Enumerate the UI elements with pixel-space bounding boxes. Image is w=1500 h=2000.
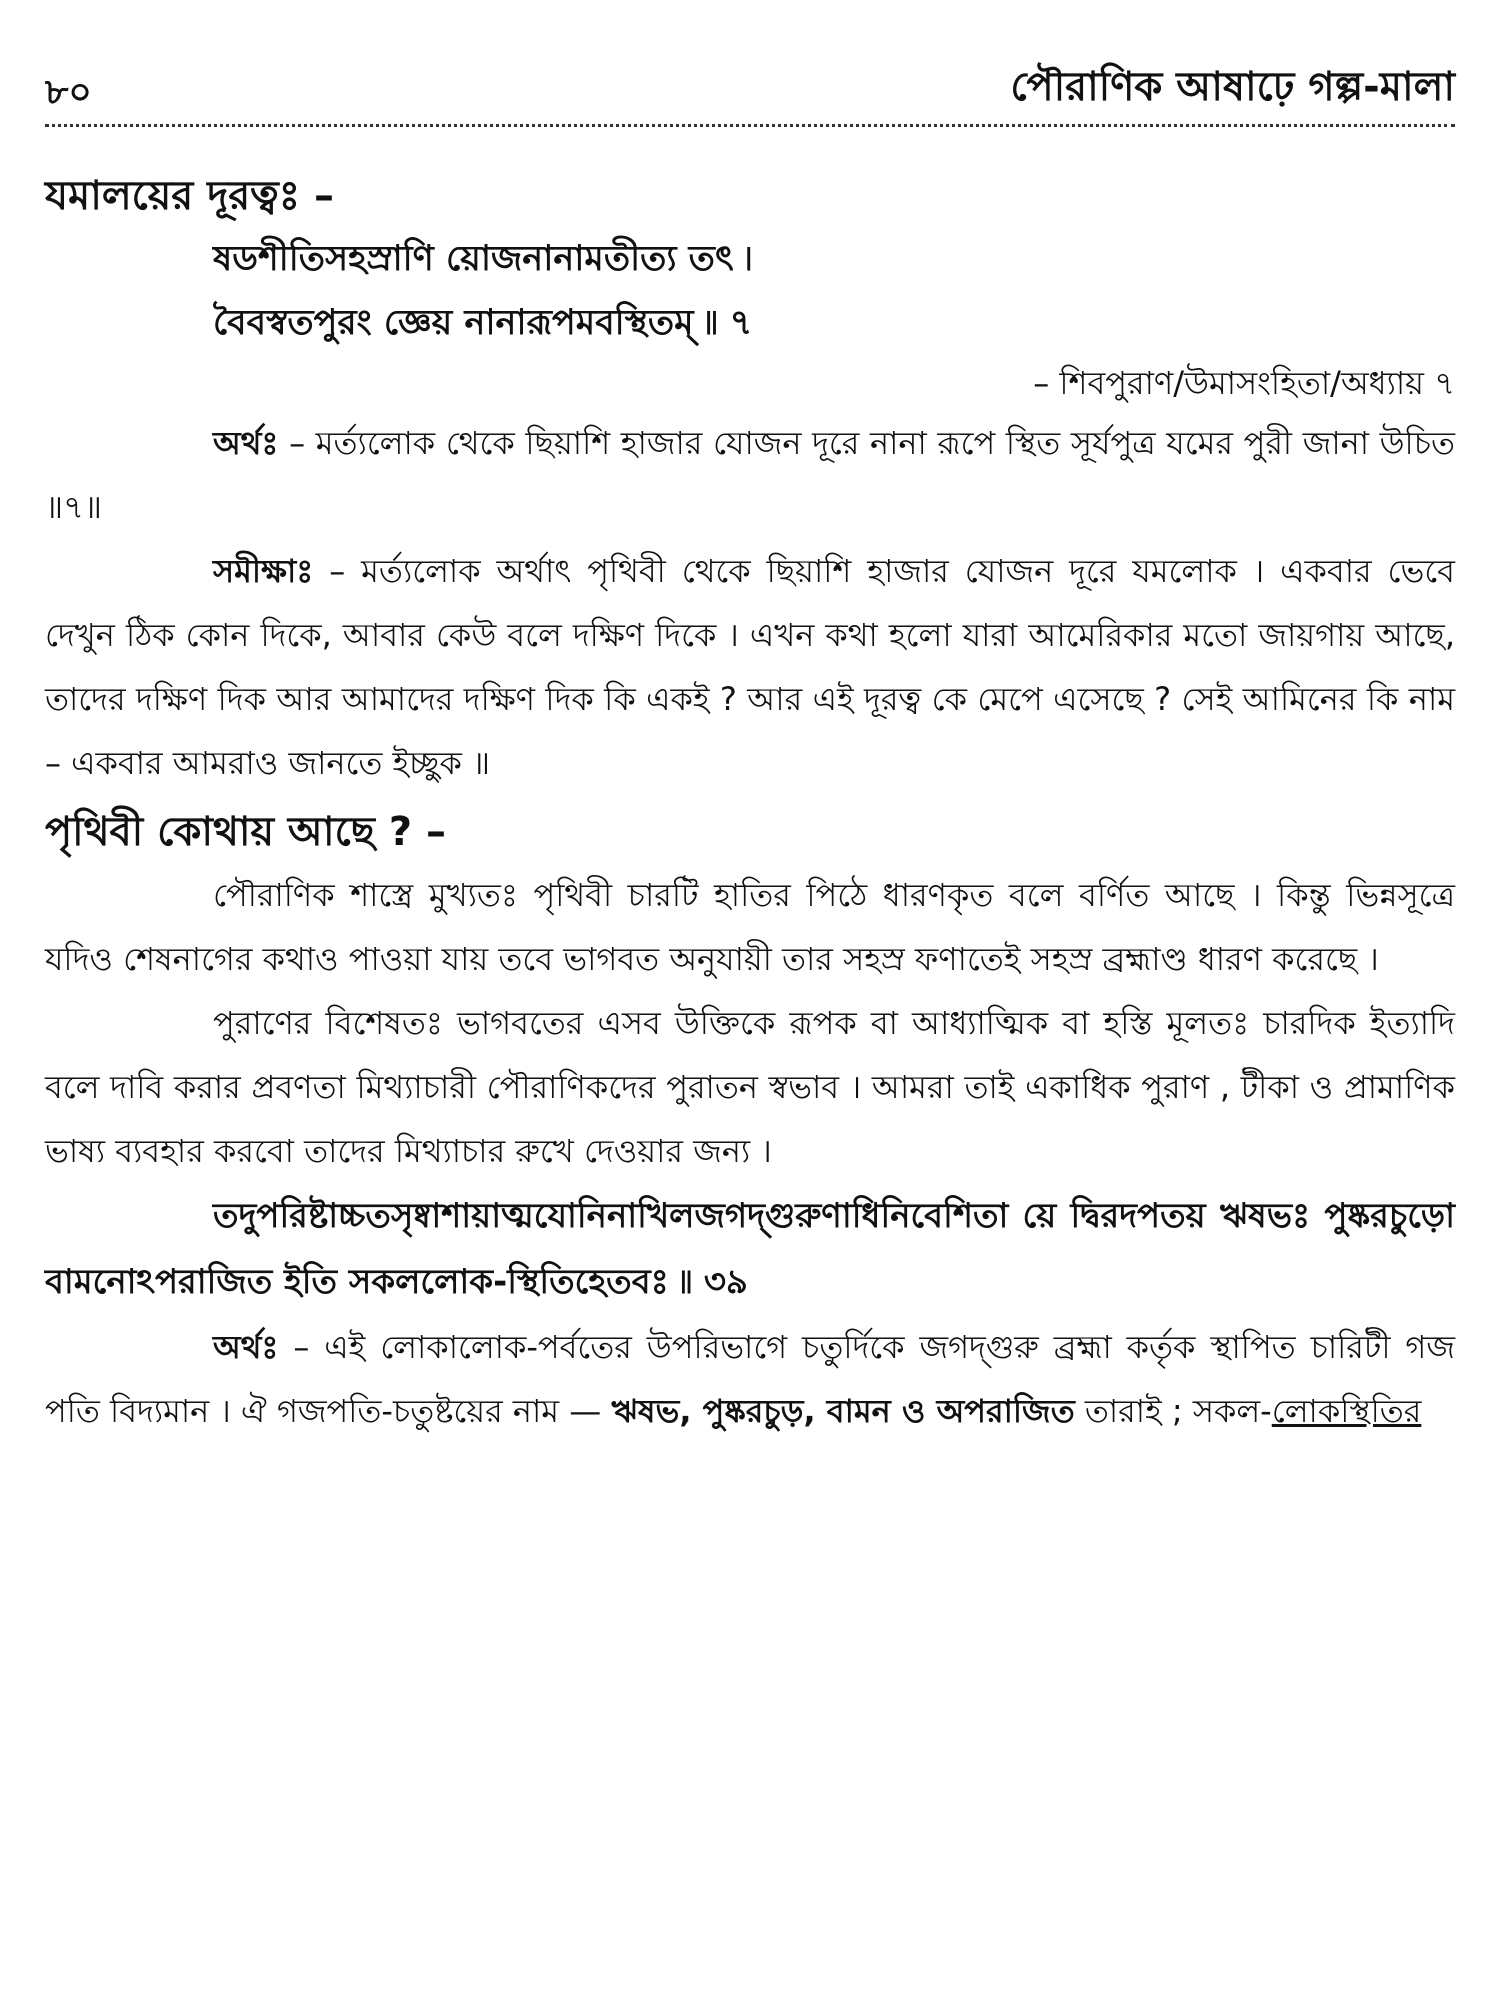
section-heading-earth-location: পৃথিবী কোথায় আছে ? – bbox=[45, 809, 446, 855]
meaning-paragraph-2 bbox=[45, 1315, 1455, 1443]
body-paragraph-1: পৌরাণিক শাস্ত্রে মুখ্যতঃ পৃথিবী চারটি হাতির পিঠে ধারণকৃত বলে বর্ণিত আছে । কিন্তু ভিন্নসূত্রে যদিও শেষনাগের কথাও পাওয়া যায় তবে ভাগবত অনুযায়ী তার সহস্র ফণাতেই সহস্র ব্রহ্মাণ্ড ধারণ করেছে । bbox=[45, 876, 1455, 978]
meaning-paragraph-1 bbox=[45, 411, 1455, 539]
review-text: – মর্ত্যলোক অর্থাৎ পৃথিবী থেকে ছিয়াশি হাজার যোজন দূরে যমলোক । একবার ভেবে দেখুন ঠিক কোন দিকে, আবার কেউ বলে দক্ষিণ দিকে । এখন কথা হলো যারা আমেরিকার মতো জায়গায় আছে, তাদের দক্ষিণ দিক আর আমাদের দক্ষিণ দিক কি একই ? আর এই দূরত্ব কে মেপে এসেছে ? সেই আমিনের কি নাম – একবার আমরাও জানতে ইচ্ছুক ॥ bbox=[45, 552, 1455, 782]
review-label: সমীক্ষাঃ bbox=[213, 552, 314, 590]
section-heading-yamaloy-distance: যমালয়ের দূরত্বঃ – bbox=[45, 173, 334, 219]
sanskrit-verse-line-1: ষডশীতিসহস্রাণি য়োজনানামতীত্য তৎ ৷ bbox=[213, 239, 752, 279]
meaning-label: অর্থঃ bbox=[213, 424, 279, 462]
meaning-label-2: অর্থঃ bbox=[213, 1328, 279, 1366]
elephant-names: ঋষভ, পুষ্করচুড়, বামন ও অপরাজিত bbox=[611, 1392, 1075, 1430]
body-text bbox=[45, 165, 1455, 1443]
verse-source-citation: – শিবপুরাণ/উমাসংহিতা/অধ্যায় ৭ bbox=[1033, 364, 1455, 402]
meaning-text: – মর্ত্যলোক থেকে ছিয়াশি হাজার যোজন দূরে নানা রূপে স্থিত সূর্যপুত্র যমের পুরী জানা উচিত ॥৭॥ bbox=[45, 424, 1455, 526]
sanskrit-verse-block: তদুপরিষ্টাচ্চতসৃষ্বাশায়াত্মযোনিনাখিলজগদ্গুরুণাধিনিবেশিতা য়ে দ্বিরদপতয় ঋষভঃ পুষ্করচুড়ো বামনোঽপরাজিত ইতি সকললোক-স্থিতিহেতবঃ ৷৷ ৩৯ bbox=[45, 1196, 1455, 1302]
page-number: ৮০ bbox=[45, 72, 92, 113]
body-paragraph-2: পুরাণের বিশেষতঃ ভাগবতের এসব উক্তিকে রূপক বা আধ্যাত্মিক বা হস্তি মূলতঃ চারদিক ইত্যাদি বলে দাবি করার প্রবণতা মিথ্যাচারী পৌরাণিকদের পুরাতন স্বভাব । আমরা তাই একাধিক পুরাণ , টীকা ও প্রামাণিক ভাষ্য ব্যবহার করবো তাদের মিথ্যাচার রুখে দেওয়ার জন্য । bbox=[45, 1004, 1455, 1170]
running-title: পৌরাণিক আষাঢ়ে গল্প-মালা bbox=[1010, 64, 1455, 110]
review-paragraph bbox=[45, 539, 1455, 795]
meaning-text-2-after: তারাই ; সকল- bbox=[1074, 1392, 1272, 1430]
page-header bbox=[45, 55, 1455, 115]
underlined-term: লোকস্থিতির bbox=[1271, 1392, 1422, 1430]
sanskrit-verse-line-2: বৈবস্বতপুরং জ্ঞেয় নানারূপমবস্থিতম্ ৷৷ ৭ bbox=[213, 303, 753, 343]
header-divider bbox=[45, 124, 1455, 127]
meaning-text-2: – এই লোকালোক-পর্বতের উপরিভাগে চতুর্দিকে জগদ্গুরু ব্রহ্মা কর্তৃক স্থাপিত চারিটী গজ পতি বিদ্যমান । ঐ গজপতি-চতুষ্টয়ের নাম — bbox=[45, 1328, 1455, 1430]
